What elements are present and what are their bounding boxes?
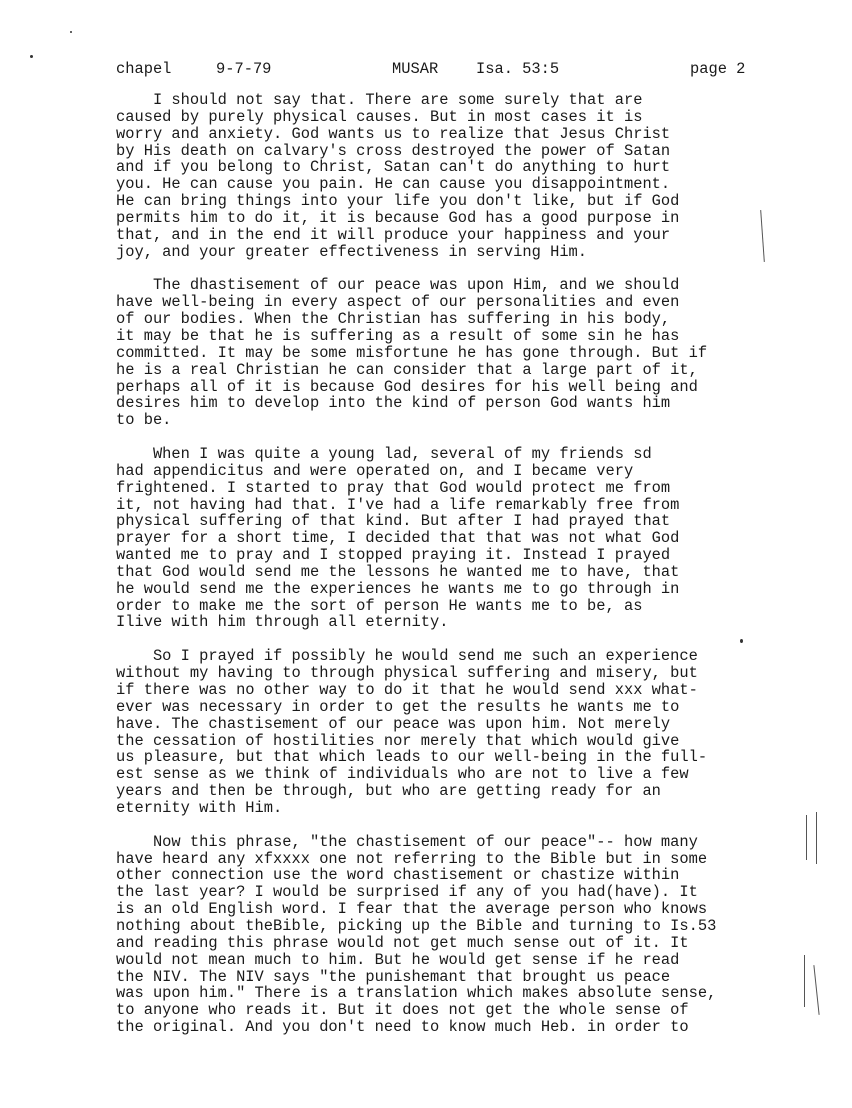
text-line: was upon him." There is a translation which makes absolute sense, xyxy=(116,984,717,1003)
text-line: eternity with Him. xyxy=(116,798,283,817)
text-line: the cessation of hostilities nor merely that which would give xyxy=(116,731,680,750)
text-line: other connection use the word chastisement or chastize within xyxy=(116,866,680,885)
header-location: chapel xyxy=(116,60,172,78)
text-line: The dhastisement of our peace was upon Him, and we should xyxy=(116,276,680,295)
text-line: I should not say that. There are some surely that are xyxy=(116,91,643,109)
text-line: that God would send me the lessons he wanted me to have, that xyxy=(116,562,680,581)
text-line: it, not having had that. I've had a life remarkably free from xyxy=(116,495,680,514)
text-line: desires him to develop into the kind of person God wants him xyxy=(116,394,671,413)
paragraph xyxy=(116,446,786,631)
text-line: When I was quite a young lad, several of my friends sd xyxy=(116,445,652,464)
header-reference: Isa. 53:5 xyxy=(476,60,560,78)
document-body xyxy=(116,92,786,1053)
text-line: ever was necessary in order to get the results he wants me to xyxy=(116,697,680,716)
text-line: joy, and your greater effectiveness in serving Him. xyxy=(116,242,588,261)
text-line: to anyone who reads it. But it does not get the whole sense of xyxy=(116,1001,689,1020)
text-line: would not mean much to him. But he would get sense if he read xyxy=(116,950,680,969)
text-line: you. He can cause you pain. He can cause you disappointment. xyxy=(116,175,671,194)
text-line: to be. xyxy=(116,411,172,430)
text-line: and if you belong to Christ, Satan can't do anything to hurt xyxy=(116,158,671,177)
header-series: MUSAR xyxy=(392,60,439,78)
text-line: without my having to through physical suffering and misery, but xyxy=(116,664,698,683)
text-line: He can bring things into your life you don't like, but if God xyxy=(116,192,680,211)
margin-bracket xyxy=(806,815,807,860)
text-line: he would send me the experiences he wants me to go through in xyxy=(116,579,680,598)
text-line: years and then be through, but who are getting ready for an xyxy=(116,782,661,801)
stray-mark xyxy=(30,55,33,58)
margin-bracket xyxy=(804,955,805,1007)
paragraph xyxy=(116,834,786,1036)
text-line: if there was no other way to do it that he would send xxx what- xyxy=(116,681,698,699)
text-line: he is a real Christian he can consider that a large part of it, xyxy=(116,360,698,379)
text-line: by His death on calvary's cross destroyed the power of Satan xyxy=(116,141,671,160)
stray-mark xyxy=(70,31,72,33)
text-line: had appendicitus and were operated on, and I became very xyxy=(116,461,634,480)
text-line: frightened. I started to pray that God would protect me from xyxy=(116,478,671,497)
text-line: So I prayed if possibly he would send me such an experience xyxy=(116,647,698,666)
text-line: worry and anxiety. God wants us to realize that Jesus Christ xyxy=(116,124,671,143)
text-line: have heard any xfxxxx one not referring to the Bible but in some xyxy=(116,849,708,868)
paragraph xyxy=(116,92,786,260)
text-line: prayer for a short time, I decided that that was not what God xyxy=(116,529,680,548)
text-line: and reading this phrase would not get much sense out of it. It xyxy=(116,933,689,952)
text-line: order to make me the sort of person He wants me to be, as xyxy=(116,596,643,615)
text-line: is an old English word. I fear that the average person who knows xyxy=(116,900,708,919)
text-line: Ilive with him through all eternity. xyxy=(116,613,449,632)
text-line: est sense as we think of individuals who are not to live a few xyxy=(116,765,689,784)
page-header xyxy=(116,58,756,80)
text-line: permits him to do it, it is because God has a good purpose in xyxy=(116,208,680,227)
margin-bracket xyxy=(813,965,819,1015)
text-line: that, and in the end it will produce your happiness and your xyxy=(116,225,671,244)
header-date: 9-7-79 xyxy=(216,60,272,78)
paragraph xyxy=(116,277,786,429)
paragraph xyxy=(116,648,786,816)
text-line: have well-being in every aspect of our personalities and even xyxy=(116,293,680,312)
text-line: have. The chastisement of our peace was upon him. Not merely xyxy=(116,714,671,733)
header-page-number: page 2 xyxy=(690,60,746,78)
text-line: caused by purely physical causes. But in most cases it is xyxy=(116,107,643,126)
text-line: the NIV. The NIV says "the punishemant that brought us peace xyxy=(116,967,671,986)
text-line: it may be that he is suffering as a result of some sin he has xyxy=(116,326,680,345)
text-line: physical suffering of that kind. But after I had prayed that xyxy=(116,512,671,531)
text-line: committed. It may be some misfortune he has gone through. But if xyxy=(116,343,708,362)
text-line: Now this phrase, "the chastisement of our peace"-- how many xyxy=(116,832,698,851)
text-line: the original. And you don't need to know much Heb. in order to xyxy=(116,1018,689,1037)
text-line: of our bodies. When the Christian has suffering in his body, xyxy=(116,310,671,329)
text-line: us pleasure, but that which leads to our well-being in the full- xyxy=(116,748,708,767)
text-line: the last year? I would be surprised if any of you had(have). It xyxy=(116,883,698,902)
text-line: nothing about theBible, picking up the Bible and turning to Is.53 xyxy=(116,916,717,935)
text-line: perhaps all of it is because God desires for his well being and xyxy=(116,377,698,396)
margin-bracket xyxy=(816,812,817,864)
text-line: wanted me to pray and I stopped praying it. Instead I prayed xyxy=(116,546,671,565)
